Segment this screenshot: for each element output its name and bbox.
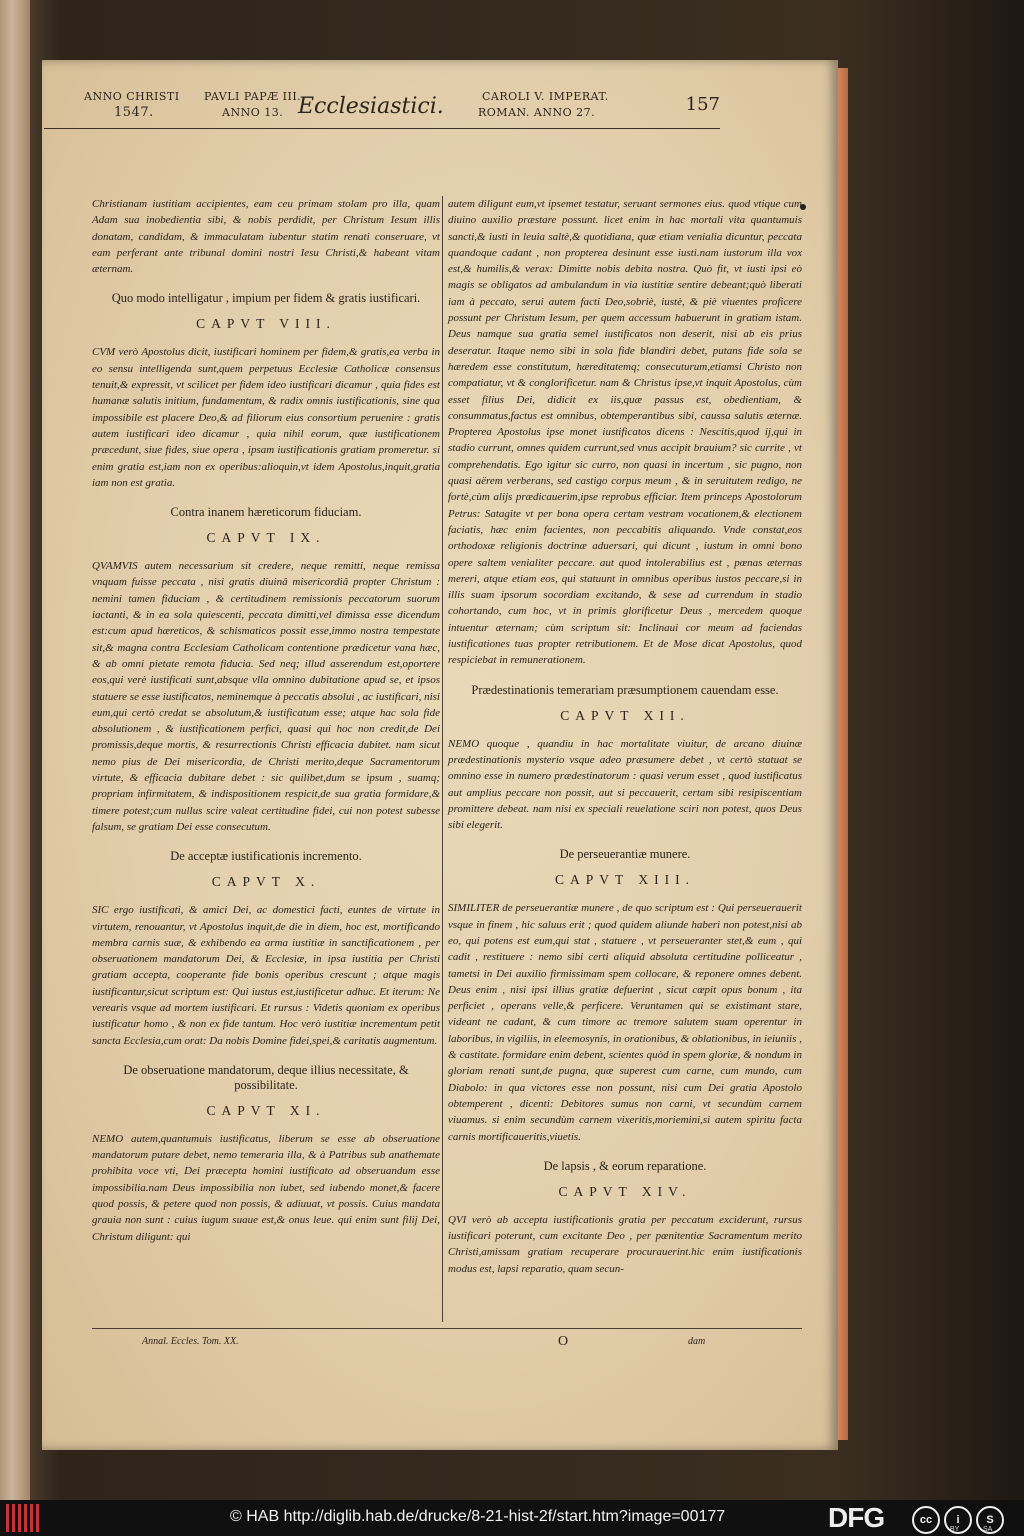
paragraph-chapter-11: NEMO autem,quantumuis iustificatus, liberum se esse ab obseruatione mandatorum putare debet, nemo temeraria illa, & à Patribus sub anathemate prohibita voce vti, Dei præcepta homini iustificato ad obseruandum esse impossibilia.nam Deus impossibilia non iubet, sed iubendo monet,& facere quod possis, & petere quod non possis, & adiuuat, vt possis. Cuius mandata grauia non sunt : cuius iugum suaue est,& onus leue. qui enim sunt filij Dei, Christum diligunt: qui: [92, 1132, 440, 1243]
cc-by-icon[interactable]: i: [944, 1506, 972, 1534]
page-number: 157: [685, 94, 720, 115]
paragraph-chapter-10: SIC ergo iustificati, & amici Dei, ac domestici facti, euntes de virtute in virtutem, renouantur, vt Apostolus inquit,de die in diem, hoc est, mortificando membra carnis suæ, & exhibendo ea arma iustitiæ in sanctificationem , per obseruationem mandatorum Dei, & Ecclesiæ, in ipsa iustitia per Christi gratiam accepta, cooperante fide bonis operibus crescunt ; atque magis iustificantur,sicut scriptum est: Qui iustus est,iustificetur adhuc. Et iterum: Ne verearis vsque ad mortem iustificari. Et rursus : Videtis quoniam ex operibus iustificatur homo , & non ex fide tantum. Hoc verò iustitiæ incrementum petit sancta Ecclesia,cum orat: Da nobis Domine fidei,spei,& caritatis augmentum.: [92, 904, 440, 1047]
caput-10: CAPVT X.: [211, 874, 321, 890]
cc-by-label: BY: [950, 1526, 960, 1533]
header-year: 1547.: [114, 105, 154, 120]
header-emperor-year: ROMAN. ANNO 27.: [478, 106, 596, 119]
signature-mark: O: [558, 1334, 569, 1349]
heading-chapter-12: Prædestinationis temerariam præsumptionem cauendam esse.: [471, 682, 779, 697]
paragraph-chapter-14: QVI verò ab accepta iustificationis gratia per peccatum exciderunt, rursus iustificari poterunt, cum excitante Deo , per pœnitentiæ Sacramentum merito Christi,amissam gratiam recuperare procurauerint.hic enim iustificationis modus est, lapsi reparatio, quam secun-: [448, 1213, 802, 1275]
paragraph-chapter-9: QVAMVIS autem necessarium sit credere, neque remitti, neque remissa vnquam fuisse peccata , nisi gratis diuinâ misericordiâ propter Christum : nemini tamen fiduciam , & certitudinem remissionis peccatorum suorum iactanti, & in ea sola quiescenti, peccata dimitti,vel dimissa esse dicendum est:cum apud hæreticos, & schismaticos possit esse,immo nostra tempestate sit,& magna contra Ecclesiam Catholicam contentione prædicetur vana hæc, & ab omni pietate remota fiducia. Sed neq; illud asserendum est,oportere eos,qui verè iustificati sunt,absque vlla omnino dubitatione apud se, et ipsos statuere se esse iustificatos, neminemque à peccatis absolui , ac iustificari, nisi eum,qui certò credat se absolutum,& iustificatum esse; atque hac sola fide absolutionem , & iustificationem perfici, quasi qui hoc non credit,de Dei promissis,deque mortis, & resurrectionis Christi efficacia dubitet. nam sicut nemo pius de Dei misericordia, de Christi merito,deque Sacramentorum virtute, & efficacia dubitare debet : sic quilibet,dum se ipsum , suamq; propriam infirmitatem, & indispositionem respicit,de sua gratia formidare,& timere potest;cum nullus scire valeat certitudine fidei, cui non potest subesse falsum, se gratiam Dei esse consecutum.: [92, 560, 440, 833]
cc-sa-icon[interactable]: S: [976, 1506, 1004, 1534]
cc-sa-label: SA: [983, 1526, 993, 1533]
heading-chapter-8: Quo modo intelligatur , impium per fidem & gratis iustificari.: [111, 291, 421, 306]
caput-11: CAPVT XI.: [206, 1102, 326, 1118]
dfg-logo[interactable]: DFG: [828, 1502, 885, 1533]
signature-line: Annal. Eccles. Tom. XX.: [142, 1336, 239, 1347]
column-rule: [442, 196, 443, 1322]
caput-8: CAPVT VIII.: [196, 316, 336, 332]
header-emperor: CAROLI V. IMPERAT.: [482, 90, 609, 103]
bottom-rule: [92, 1328, 802, 1329]
right-intro-paragraph: autem diligunt eum,vt ipsemet testatur, seruant sermones eius. quod vtique cum diuino auxilio præstare possunt. licet enim in hac mortali vita quantumuis sancti,& iusti in leuia saltè,& quotidiana, quæ etiam venialia dicuntur, peccata quandoque cadant , non propterea desinunt esse iusti.nam iustorum illa vox est,& humilis,& verax: Dimitte nobis debita nostra. Quò fit, vt iusti ipsi eò magis se obligatos ad ambulandum in via iustitiæ sentire debeant;quò liberati iam à peccato, serui autem facti Deo,sobriè, iustè, & piè viuentes proficere possunt per Christum Iesum, per quem accessum habuerunt in gratiam istam. Deus namque sua gratia semel iustificatos non deserit, nisi ab eis prius deseratur. Itaque nemo sibi in sola fide blandiri debet, putans fide sola se hæredem esse constitutum, hæreditatemq; consecuturum,etiamsi Christo non compatiatur, vt & conglorificetur. nam & Christus ipse,vt inquit Apostolus, cùm esset filius Dei, didicit ex iis,quæ passus est, obedientiam, & consummatus,factus est omnibus, obtemperantibus sibi, caussa salutis æternæ. Propterea Apostolus ipse monet iustificatos dicens : Nescitis,quod ij,qui in stadio currunt, omnes quidem currunt,sed vnus accipit brauium? sic currite , vt comprehendatis. Ego igitur sic curro, non quasi in incertum , sic pugno, non quasi aërem verberans, sed castigo corpus meum , & in seruitutem redigo, ne fortè,cùm alijs prædicauerim,ipse reprobus efficiar. Item princeps Apostolorum Petrus: Satagite vt per bona opera certam vestram vocationem,& electionem faciatis, hæc enim facientes, non peccabitis aliquando. Vnde constat,eos orthodoxæ religionis doctrinæ aduersari, qui dicunt , iustum in omni bono opere saltem venialiter peccare. aut quod intolerabilius est , pœnas æternas mereri, atque etiam eos, qui statuunt in omnibus operibus iustos peccare,si in illis suam ipsorum socordiam excitando, & sese ad currendum in stadio cohortando, cum hoc, vt in primis glorificetur Deus , mercedem quoque intuentur æternam; cùm scriptum sit: Inclinaui cor meum ad faciendas iustificationes tuas propter retributionem. Et de Mose dicat Apostolus, quod respiciebat in remunerationem.: [448, 198, 802, 667]
viewer-footer: [0, 1500, 1024, 1536]
paragraph-chapter-8: CVM verò Apostolus dicit, iustificari hominem per fidem,& gratis,ea verba in eo sensu intelligenda sunt,quem perpetuus Ecclesiæ Catholicæ consensus tenuit,& expressit, vt scilicet per fidem ideo iustificari dicamur , quia fides est humanæ salutis initium, fundamentum, & radix omnis iustificationis, sine qua impossibile est placere Deo,& ad filiorum eius consortium peruenire : gratis autem iustificari ideo dicamur , quia nihil eorum, quæ iustificationem præcedunt, siue fides, siue opera , ipsam iustificationis gratiam promeretur. si enim gratia est,iam non ex operibus:alioquin,vt idem Apostolus,inquit,gratia iam non est gratia.: [92, 346, 440, 489]
heading-chapter-9: Contra inanem hæreticorum fiduciam.: [170, 505, 362, 520]
caput-13: CAPVT XIII.: [555, 872, 695, 888]
copyright-link[interactable]: © HAB http://diglib.hab.de/drucke/8-21-hist-2f/start.htm?image=00177: [230, 1508, 726, 1525]
page-stack-edge: [0, 0, 30, 1500]
paragraph-chapter-13: SIMILITER de perseuerantiæ munere , de quo scriptum est : Qui perseuerauerit vsque in finem , hic saluus erit ; quod quidem aliunde haberi non potest,nisi ab eo, qui potens est eum,qui stat , statuere , vt perseueranter stet,& eum , qui cadit , restituere : nemo sibi certi aliquid absoluta certitudine polliceatur , tametsi in Dei auxilio firmissimam spem collocare, & reponere omnes debent. Deus enim , nisi ipsi illius gratiæ defuerint , sicut cœpit opus bonum , ita perficiet , operans velle,& perficere. Veruntamen qui se existimant stare, videant ne cadant, & cum timore ac tremore salutem suam operentur in laboribus, in vigiliis, in eleemosynis, in orationibus, & oblationibus, in ieiuniis , & castitate. formidare enim debent, scientes quòd in spem gloriæ, & nondum in gloriam renati sunt,de pugna, quæ superest cum carne, cum mundo, cum Diabolo: in qua victores esse non possunt, nisi cum Dei gratia Apostolo obtemperent , dicenti: Debitores sumus non carni, vt secundùm carnem viuamus. si enim secundùm carnem vixeritis,moriemini,si autem spiritu facta carnis mortificaueritis,viuetis.: [448, 902, 802, 1143]
caput-9: CAPVT IX.: [206, 530, 326, 546]
heading-chapter-11: De obseruatione mandatorum, deque illius necessitate, & possibilitate.: [123, 1062, 409, 1092]
header-anno-christi: ANNO CHRISTI: [84, 90, 180, 103]
right-column: [448, 196, 802, 1277]
caput-14: CAPVT XIV.: [558, 1183, 692, 1199]
paragraph-chapter-12: NEMO quoque , quandiu in hac mortalitate viuitur, de arcano diuinæ prædestinationis mysterio vsque adeo præsumere debet , vt certò statuat se omnino esse in numero prædestinatorum : quasi verum esset , quod iustificatus aut amplius peccare non possit, aut si peccauerit, certam sibi resipiscentiam promittere debeat. nam nisi ex speciali reuelatione sciri non potest, quos Deus sibi elegerit.: [448, 737, 802, 832]
header-pope: PAVLI PAPÆ III.: [204, 90, 302, 103]
catchword: dam: [688, 1336, 706, 1347]
heading-chapter-13: De perseuerantiæ munere.: [559, 847, 691, 862]
left-intro-paragraph: Christianam iustitiam accipientes, eam ceu primam stolam pro illa, quam Adam sua inobedientia sibi, & nobis perdidit, per Christum Iesum illis donatam, candidam, & immaculatam iubentur statim renati conseruare, vt eam perferant ante tribunal domini nostri Iesu Christi,& habeant vitam æternam.: [92, 198, 440, 276]
header-pope-year: ANNO 13.: [222, 106, 284, 119]
cc-icon[interactable]: cc: [912, 1506, 940, 1534]
heading-chapter-10: De acceptæ iustificationis incremento.: [170, 849, 362, 864]
caput-12: CAPVT XII.: [560, 707, 690, 723]
left-column: [92, 196, 440, 1245]
header-title: Ecclesiastici.: [298, 94, 444, 119]
heading-chapter-14: De lapsis , & eorum reparatione.: [543, 1158, 707, 1173]
page-red-edge: [838, 68, 848, 1440]
hab-logo-icon[interactable]: [6, 1504, 40, 1532]
running-header: [44, 88, 720, 129]
